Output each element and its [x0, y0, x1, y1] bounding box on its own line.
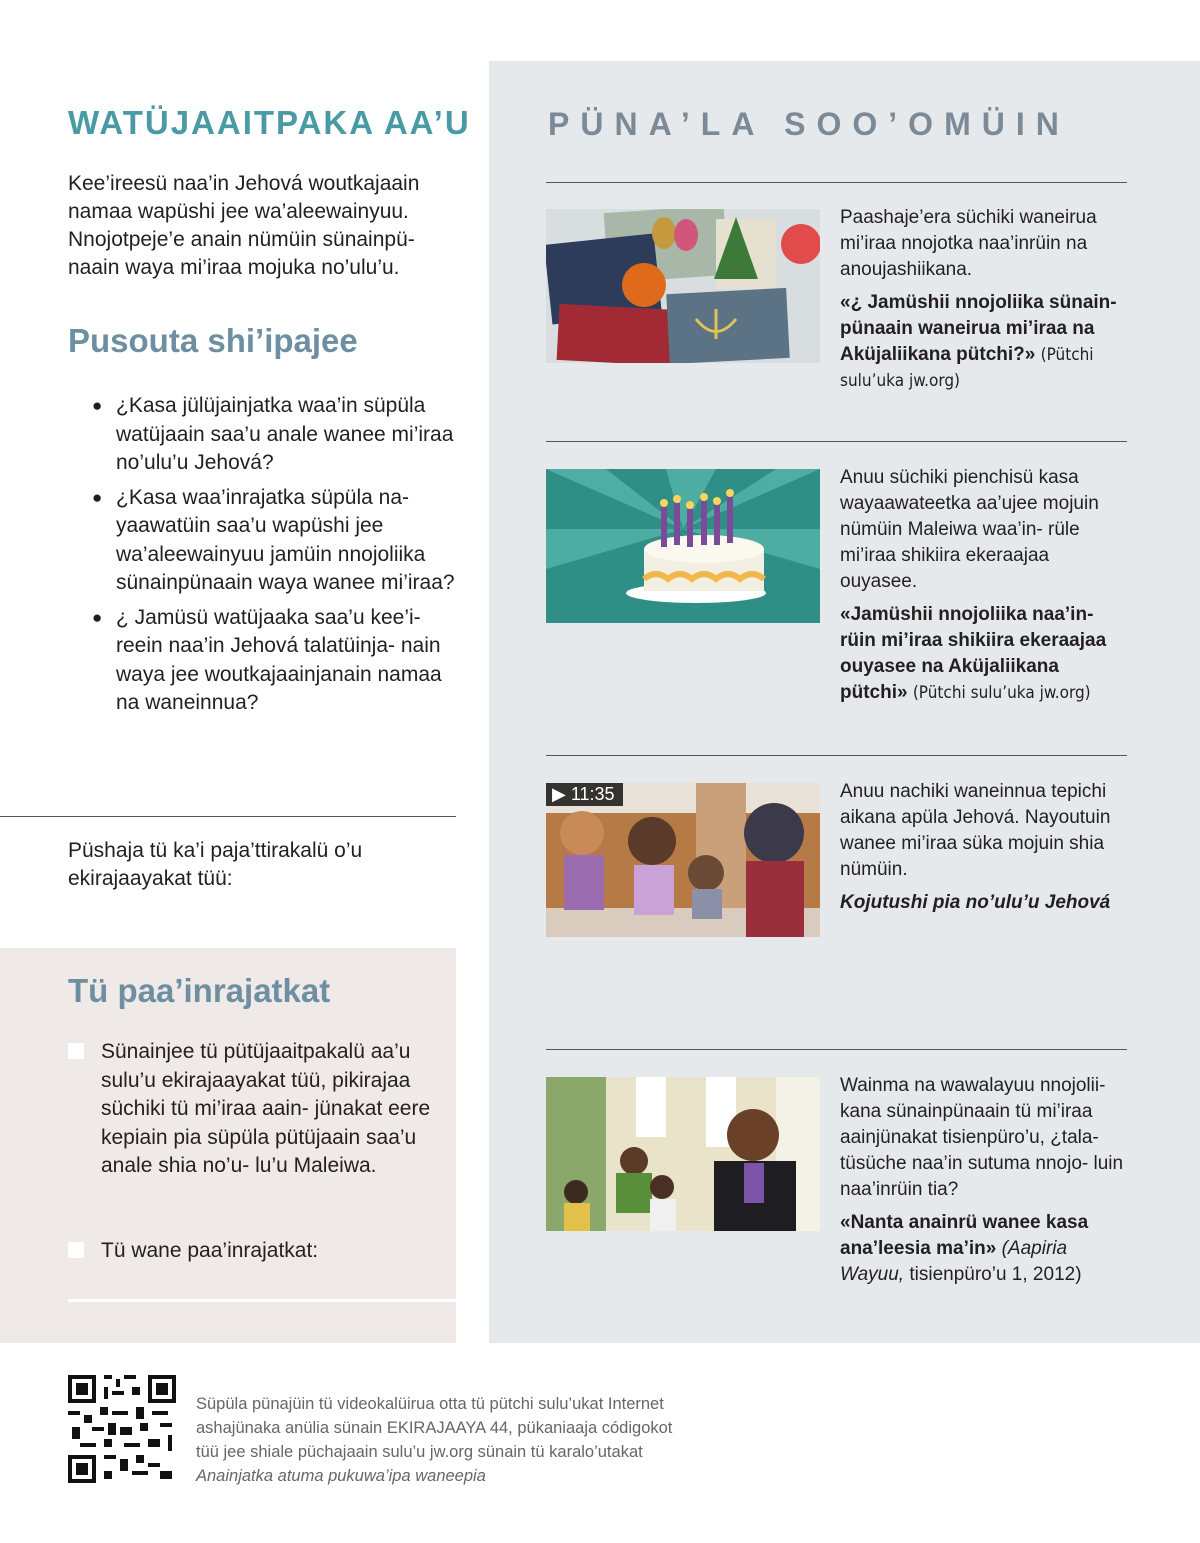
entry-title[interactable]: «¿ Jamüshii nnojoliika sünain- pünaain waneirua mi’iraa na Aküjaliikana pütchi?»	[840, 292, 1117, 365]
entry-description: Paashaje’era süchiki waneirua mi’iraa nnojotka naa’inrüin na anoujashiikana.	[840, 207, 1097, 280]
entry-description: Anuu nachiki waneinnua tepichi aikana apüla Jehová. Nayoutuin wanee mi’iraa süka mojuin shia nümüin.	[840, 781, 1111, 880]
footer-path: Anainjatka atuma pukuwa’ipa waneepia	[196, 1467, 486, 1485]
woman-photo-image[interactable]	[546, 1077, 820, 1231]
footer-line: Süpüla pünajüin tü videokalüirua otta tü pütchi sulu’ukat Internet	[196, 1395, 664, 1413]
entry-link[interactable]	[840, 290, 1130, 394]
entry-divider	[546, 1049, 1127, 1050]
entry-divider	[546, 755, 1127, 756]
entry-source: (Pütchi sulu’uka jw.org)	[912, 683, 1091, 703]
entry-source: (Pütchi sulu’uka jw.org)	[840, 345, 1094, 391]
entry-title[interactable]: Kojutushi pia no’ulu’u Jehová	[840, 892, 1111, 913]
footer-instructions	[196, 1392, 796, 1488]
bullet-icon: ●	[92, 607, 103, 627]
birthday-cake-image[interactable]	[546, 469, 820, 623]
write-in-line[interactable]	[68, 1299, 456, 1302]
woman-photo-illustration	[546, 1077, 820, 1231]
entry-divider	[546, 182, 1127, 183]
entry-title[interactable]: «Nanta anainrü wanee kasa ana’leesia ma’in»	[840, 1212, 1089, 1259]
video-thumbnail[interactable]	[546, 783, 820, 937]
entry-text	[840, 779, 1130, 916]
entry-description: Wainma na wawalayuu nnojolii- kana sünainpünaain tü mi’iraa aainjünakat tisienpüro’u, ¿tala- tüsüche naa’in sutuma nnojo- luin naa’inrüin tia?	[840, 1075, 1124, 1200]
bullet-icon: ●	[92, 396, 103, 415]
question-item	[92, 604, 462, 718]
source-publication: (Aapiria Wayuu,	[840, 1238, 1068, 1285]
entry-text	[840, 465, 1130, 706]
entry-title[interactable]: «Jamüshii nnojoliika naa’in- rüin mi’iraa shikiira ekeraajaa ouyasee na Aküjaliikana pütchi»	[840, 604, 1107, 703]
footer-line: tüü jee shiale püchajaain sulu’u jw.org sünain tü karalo’utakat	[196, 1443, 643, 1461]
question-item	[92, 484, 462, 598]
bullet-icon: ●	[92, 487, 103, 507]
section-divider	[0, 816, 456, 817]
entry-link[interactable]	[840, 602, 1130, 706]
entry-text	[840, 205, 1130, 394]
source-date: tisienpüro’u 1, 2012)	[904, 1264, 1082, 1285]
checkbox-icon[interactable]	[68, 1043, 84, 1059]
question-text: ¿Kasa waa’inrajatka süpüla na- yaawatüin saa’u wapüshi jee wa’aleewainyuu jamüin nnojoliika sünainpünaain waya wanee mi’iraa?	[116, 485, 455, 594]
holidays-collage-image[interactable]	[546, 209, 820, 363]
question-text: ¿ Jamüsü watüjaaka saa’u kee’i- reein naa’in Jehová talatüinja- nain waya jee woutkajaainjanain namaa na waneinnua?	[116, 605, 442, 714]
task-text: Sünainjee tü pütüjaaitpakalü aa’u sulu’u ekirajaayakat tüü, pikirajaa süchiki tü mi’iraa aain- jünakat eere kepiain pia süpüla pütüjaain saa’u anale shia no’u- lu’u Maleiwa.	[101, 1040, 431, 1177]
question-item	[92, 392, 462, 478]
video-illustration	[546, 783, 820, 937]
entry-text	[840, 1073, 1130, 1288]
entry-description: Anuu süchiki pienchisü kasa wayaawateetka aa’ujee mojuin nümüin Maleiwa waa’in- rüle mi’iraa shikiira ekeraajaa ouyasee.	[840, 467, 1099, 592]
tasks-heading: Tü paa’inrajatkat	[68, 972, 331, 1009]
qr-code-icon[interactable]	[68, 1375, 176, 1483]
video-duration-badge: ▶ 11:35	[546, 783, 623, 806]
question-text: ¿Kasa jülüjainjatka waa’in süpüla watüjaain saa’u anale wanee mi’iraa no’ulu’u Jehová?	[116, 394, 454, 474]
birthday-cake-illustration	[546, 469, 820, 623]
intro-paragraph: Kee’ireesü naa’in Jehová woutkajaain namaa wapüshi jee wa’aleewainyuu. Nnojotpeje’e anain nümüin sünainpü- naain waya mi’iraa mojuka no’ulu’u.	[68, 172, 420, 279]
task-item[interactable]	[68, 1237, 438, 1266]
task-item[interactable]	[68, 1038, 438, 1181]
entry-divider	[546, 441, 1127, 442]
page-title: WATÜJAAITPAKA AA’U	[68, 104, 471, 141]
entry-link[interactable]	[840, 1210, 1130, 1288]
footer-line: ashajünaka anülia sünain EKIRAJAAYA 44, pükaniaaja códigokot	[196, 1419, 673, 1437]
questions-heading: Pusouta shi’ipajee	[68, 322, 358, 359]
further-reading-heading: PÜNA’LA SOO’OMÜIN	[548, 106, 1070, 142]
holidays-collage-illustration	[546, 209, 820, 363]
date-prompt: Püshaja tü ka’i paja’ttirakalü o’u ekirajaayakat tüü:	[68, 839, 363, 890]
checkbox-icon[interactable]	[68, 1242, 84, 1258]
questions-list	[92, 392, 462, 724]
task-text: Tü wane paa’inrajatkat:	[101, 1239, 319, 1262]
